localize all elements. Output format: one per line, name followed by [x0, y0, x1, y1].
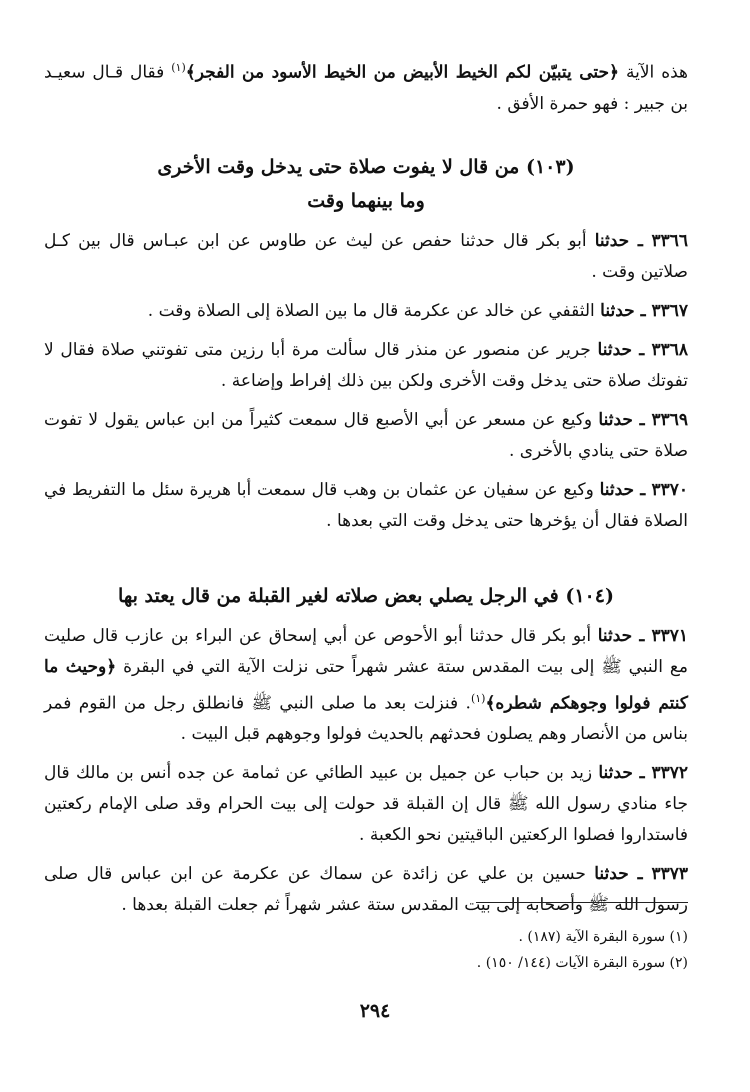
- hadith-3369: [44, 405, 688, 467]
- hadith-text: أبو بكر قال حدثنا حفص عن ليث عن طاوس عن ابن عبـاس قال بين كـل صلاتين وقت .: [44, 230, 688, 282]
- hadith-3367: [44, 296, 688, 327]
- hadith-lead: ـ حدثنا: [597, 625, 652, 646]
- hadith-number: ٣٣٦٧: [651, 300, 688, 321]
- hadith-number: ٣٣٧٢: [651, 763, 688, 784]
- hadith-text: الثقفي عن خالد عن عكرمة قال ما بين الصلاة إلى الصلاة وقت .: [147, 300, 601, 321]
- footnotes: [300, 924, 688, 976]
- chapter-heading-103-subtitle: وما بينهما وقت: [307, 189, 425, 212]
- hadith-number: ٣٣٦٨: [651, 339, 689, 360]
- hadith-text: حسين بن علي عن زائدة عن سماك عن عكرمة عن ابن عباس قال صلى رسول الله ﷺ وأصحابه إلى بيت المقدس ستة عشر شهراً ثم جعلت القبلة بعدها .: [44, 864, 688, 916]
- hadith-3370: [44, 475, 688, 537]
- hadith-text: زيد بن حباب عن جميل بن عبيد الطائي عن ثمامة عن جده أنس بن مالك قال جاء منادي رسول الله ﷺ قال إن القبلة قد حولت إلى بيت الحرام وقد صلى الإمام ركعتين فاستداروا فصلوا الركعتين الباقيتين نحو الكعبة .: [44, 763, 688, 846]
- page-number: ٢٩٤: [359, 1000, 391, 1022]
- hadith-lead: ـ حدثنا: [597, 339, 652, 360]
- hadith-3373: [44, 859, 688, 921]
- hadith-text-continued: . فنزلت بعد ما صلى النبي ﷺ فانطلق رجل من القوم فمر بناس من الأنصار وهم يصلون فحدثهم بالحديث فولوا وجوههم قبل البيت .: [44, 693, 688, 745]
- hadith-number: ٣٣٧٣: [651, 864, 689, 885]
- hadith-number: ٣٣٦٩: [651, 409, 688, 430]
- hadith-text: وكيع عن مسعر عن أبي الأصبع قال سمعت كثيراً من ابن عباس يقول لا تفوت صلاة حتى ينادي بالأخرى .: [44, 409, 688, 461]
- footnote-2: (٢) سورة البقرة الآيات (١٤٤/ ١٥٠) .: [476, 955, 688, 971]
- hadith-number: ٣٣٧١: [651, 625, 688, 646]
- hadith-lead: ـ حدثنا: [594, 230, 652, 251]
- hadith-lead: ـ حدثنا: [600, 300, 652, 321]
- footnote-marker: (١): [171, 61, 186, 74]
- chapter-heading-103: (١٠٣) من قال لا يفوت صلاة حتى يدخل وقت الأخرى: [157, 155, 575, 178]
- hadith-number: ٣٣٧٠: [651, 479, 688, 500]
- hadith-3366: [44, 226, 688, 288]
- hadith-lead: ـ حدثنا: [598, 409, 652, 430]
- hadith-text: جرير عن منصور عن منذر قال سألت مرة أبا رزين متى تفوتني صلاة فقال لا تفوتك صلاة حتى يدخل وقت الأخرى ولكن بين ذلك إفراط وإضاعة .: [44, 339, 688, 391]
- hadith-number: ٣٣٦٦: [651, 230, 688, 251]
- hadith-lead: ـ حدثنا: [599, 479, 652, 500]
- footnote-divider: [476, 902, 688, 903]
- footnote-1: (١) سورة البقرة الآية (١٨٧) .: [518, 929, 688, 945]
- page-content: [44, 52, 688, 921]
- quran-verse: ﴿حتى يتبيّن لكم الخيط الأبيض من الخيط الأسود من الفجر﴾: [185, 62, 620, 83]
- intro-text-start: هذه الآية: [619, 62, 688, 83]
- quran-verse: ﴿وحيث ما كنتم فولوا وجوهكم شطره﴾: [44, 656, 689, 714]
- chapter-heading-104: (١٠٤) في الرجل يصلي بعض صلاته لغير القبلة من قال يعتد بها: [118, 584, 614, 607]
- hadith-3371: [44, 621, 688, 751]
- footnote-marker: (١): [470, 691, 486, 705]
- intro-paragraph: [44, 52, 688, 120]
- hadith-text: أبو بكر قال حدثنا أبو الأحوص عن أبي إسحاق عن البراء بن عازب قال صليت مع النبي ﷺ إلى بيت المقدس ستة عشر شهراً حتى نزلت الآية التي في البقرة: [44, 625, 688, 677]
- intro-text-end: فقال قـال سعيـد بن جبير : فهو حمرة الأفق .: [44, 62, 688, 114]
- hadith-3372: [44, 758, 688, 851]
- hadith-lead: ـ حدثنا: [594, 864, 652, 885]
- hadith-lead: ـ حدثنا: [598, 763, 652, 784]
- hadith-text: وكيع عن سفيان عن عثمان بن وهب قال سمعت أبا هريرة سئل ما التفريط في الصلاة فقال أن يؤخرها حتى يدخل وقت التي بعدها .: [44, 479, 688, 531]
- hadith-3368: [44, 335, 688, 397]
